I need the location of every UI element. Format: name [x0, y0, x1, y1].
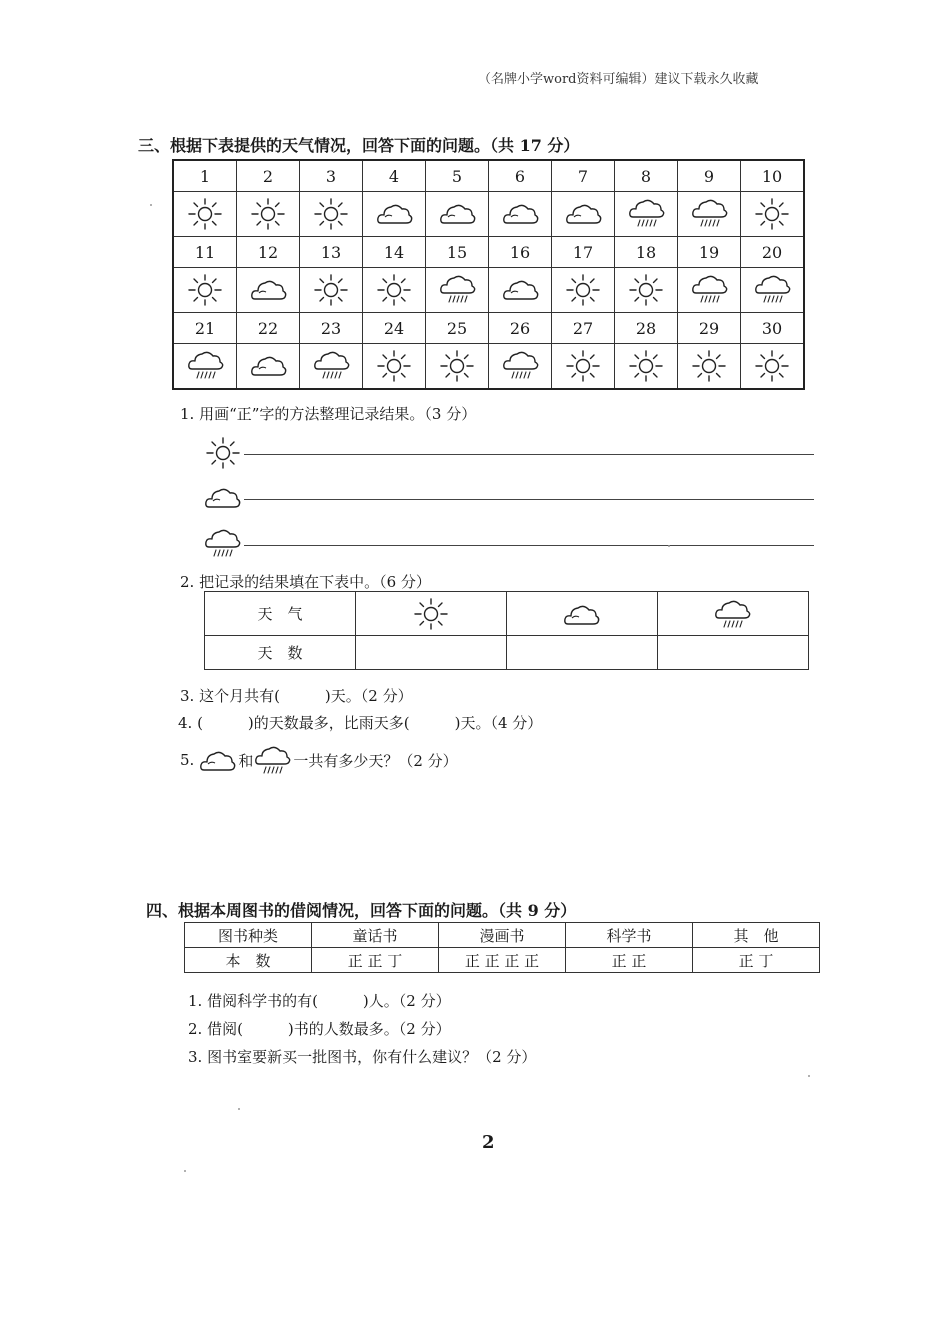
sun-icon	[753, 197, 791, 231]
calendar-day-number: 8	[615, 160, 678, 192]
books-count-other: 正 丁	[693, 948, 820, 973]
calendar-day-weather	[489, 192, 552, 237]
calendar-day-number: 4	[363, 160, 426, 192]
books-header-category: 图书种类	[185, 923, 312, 948]
calendar-day-weather	[552, 192, 615, 237]
sun-icon	[627, 349, 665, 383]
rain-cloud-icon	[501, 349, 539, 383]
calendar-day-weather	[426, 344, 489, 390]
calendar-day-number: 10	[741, 160, 805, 192]
section-3-question-5	[180, 744, 458, 776]
cloud-icon	[198, 744, 238, 776]
calendar-day-weather	[426, 268, 489, 313]
calendar-day-weather	[678, 344, 741, 390]
header-note: （名牌小学word资料可编辑）建议下载永久收藏	[478, 72, 759, 87]
rain-cloud-icon	[627, 197, 665, 231]
calendar-day-number: 7	[552, 160, 615, 192]
books-header-comic: 漫画书	[439, 923, 566, 948]
rain-cloud-icon	[186, 349, 224, 383]
rain-cloud-icon	[753, 273, 791, 307]
calendar-day-number: 2	[237, 160, 300, 192]
calendar-day-number: 23	[300, 313, 363, 344]
cloud-icon	[562, 598, 602, 630]
cloud-icon	[501, 197, 539, 231]
sun-icon	[312, 197, 350, 231]
calendar-day-number: 16	[489, 237, 552, 268]
rain-cloud-icon	[253, 744, 293, 776]
calendar-day-number: 25	[426, 313, 489, 344]
q5-prefix: 5.	[180, 751, 195, 769]
tally-header-cloudy	[507, 592, 658, 636]
calendar-day-weather	[615, 192, 678, 237]
books-count-science: 正 正	[566, 948, 693, 973]
sun-icon	[186, 197, 224, 231]
scan-speck	[184, 1170, 186, 1172]
calendar-day-weather	[552, 268, 615, 313]
books-label-count: 本 数	[185, 948, 312, 973]
page-number: 2	[482, 1132, 495, 1153]
rain-cloud-icon	[203, 527, 243, 559]
calendar-day-weather	[237, 344, 300, 390]
calendar-day-weather	[173, 344, 237, 390]
weather-tally-table	[204, 591, 809, 670]
sun-icon	[412, 597, 450, 631]
calendar-day-number: 9	[678, 160, 741, 192]
books-count-fairy-tale: 正 正 丁	[312, 948, 439, 973]
scan-speck	[150, 204, 152, 206]
section-4-title: 四、根据本周图书的借阅情况，回答下面的问题。（共 9 分）	[146, 901, 577, 920]
cloud-icon	[203, 481, 243, 515]
sun-icon	[375, 349, 413, 383]
calendar-day-weather	[300, 344, 363, 390]
q5-suffix: 一共有多少天？（2 分）	[293, 751, 458, 770]
tally-header-rainy	[658, 592, 809, 636]
calendar-day-weather	[552, 344, 615, 390]
calendar-day-weather	[363, 192, 426, 237]
calendar-day-weather	[300, 268, 363, 313]
cloud-icon	[438, 197, 476, 231]
calendar-day-weather	[615, 268, 678, 313]
books-header-other: 其 他	[693, 923, 820, 948]
calendar-day-number: 1	[173, 160, 237, 192]
calendar-day-number: 6	[489, 160, 552, 192]
section-3-question-4: 4. ( )的天数最多，比雨天多( )天。（4 分）	[178, 714, 543, 732]
scan-speck	[238, 1108, 240, 1110]
calendar-day-weather	[173, 192, 237, 237]
calendar-day-number: 28	[615, 313, 678, 344]
sun-icon	[690, 349, 728, 383]
books-borrow-table	[184, 922, 820, 973]
answer-line-cloudy[interactable]	[244, 499, 814, 500]
rain-cloud-icon	[690, 197, 728, 231]
sun-icon	[186, 273, 224, 307]
section-4-question-2: 2. 借阅( )书的人数最多。（2 分）	[188, 1020, 451, 1038]
calendar-day-number: 17	[552, 237, 615, 268]
tally-cell-cloudy[interactable]	[507, 636, 658, 670]
cloud-icon	[564, 197, 602, 231]
sun-icon	[753, 349, 791, 383]
q5-and: 和	[238, 751, 254, 770]
sun-icon	[627, 273, 665, 307]
tally-cell-rainy[interactable]	[658, 636, 809, 670]
sun-icon	[312, 273, 350, 307]
calendar-day-number: 18	[615, 237, 678, 268]
calendar-day-weather	[741, 268, 805, 313]
calendar-day-weather	[489, 268, 552, 313]
calendar-day-weather	[741, 192, 805, 237]
cloud-icon	[375, 197, 413, 231]
calendar-day-weather	[363, 344, 426, 390]
calendar-day-weather	[300, 192, 363, 237]
weather-calendar-table	[172, 159, 805, 390]
calendar-day-weather	[173, 268, 237, 313]
scan-speck	[808, 1075, 810, 1077]
calendar-day-weather	[489, 344, 552, 390]
calendar-day-weather	[237, 192, 300, 237]
cloud-icon	[501, 273, 539, 307]
cloud-icon	[249, 349, 287, 383]
section-4-question-3: 3. 图书室要新买一批图书，你有什么建议？（2 分）	[188, 1048, 537, 1066]
calendar-day-number: 27	[552, 313, 615, 344]
calendar-day-number: 11	[173, 237, 237, 268]
calendar-day-number: 3	[300, 160, 363, 192]
rain-cloud-icon	[438, 273, 476, 307]
books-header-science: 科学书	[566, 923, 693, 948]
books-header-fairy-tale: 童话书	[312, 923, 439, 948]
sun-icon	[249, 197, 287, 231]
calendar-day-number: 24	[363, 313, 426, 344]
calendar-day-number: 22	[237, 313, 300, 344]
calendar-day-number: 5	[426, 160, 489, 192]
calendar-day-weather	[237, 268, 300, 313]
calendar-day-number: 20	[741, 237, 805, 268]
tally-header-sunny	[356, 592, 507, 636]
section-4-question-1: 1. 借阅科学书的有( )人。（2 分）	[188, 992, 451, 1010]
calendar-day-number: 14	[363, 237, 426, 268]
calendar-day-number: 19	[678, 237, 741, 268]
rain-cloud-icon	[312, 349, 350, 383]
tally-label-weather: 天 气	[205, 592, 356, 636]
sun-icon	[564, 273, 602, 307]
calendar-day-number: 13	[300, 237, 363, 268]
sun-icon	[375, 273, 413, 307]
calendar-day-number: 15	[426, 237, 489, 268]
answer-line-sunny[interactable]	[244, 454, 814, 455]
calendar-day-weather	[615, 344, 678, 390]
answer-line-rainy[interactable]	[244, 545, 814, 546]
calendar-day-number: 21	[173, 313, 237, 344]
calendar-day-number: 26	[489, 313, 552, 344]
sun-icon	[438, 349, 476, 383]
calendar-day-weather	[426, 192, 489, 237]
calendar-day-number: 29	[678, 313, 741, 344]
calendar-day-weather	[363, 268, 426, 313]
sun-icon	[204, 436, 242, 470]
section-3-question-1: 1. 用画“正”字的方法整理记录结果。（3 分）	[180, 405, 477, 423]
rain-cloud-icon	[713, 598, 753, 630]
tally-label-days: 天 数	[205, 636, 356, 670]
tally-cell-sunny[interactable]	[356, 636, 507, 670]
calendar-day-number: 12	[237, 237, 300, 268]
rain-cloud-icon	[690, 273, 728, 307]
section-3-question-2: 2. 把记录的结果填在下表中。（6 分）	[180, 573, 431, 591]
calendar-day-weather	[678, 268, 741, 313]
sun-icon	[564, 349, 602, 383]
cloud-icon	[249, 273, 287, 307]
section-3-title: 三、根据下表提供的天气情况，回答下面的问题。（共 17 分）	[138, 136, 580, 155]
scan-speck	[668, 545, 670, 547]
books-count-comic: 正 正 正 正	[439, 948, 566, 973]
calendar-day-weather	[678, 192, 741, 237]
calendar-day-weather	[741, 344, 805, 390]
section-3-question-3: 3. 这个月共有( )天。（2 分）	[180, 687, 413, 705]
calendar-day-number: 30	[741, 313, 805, 344]
